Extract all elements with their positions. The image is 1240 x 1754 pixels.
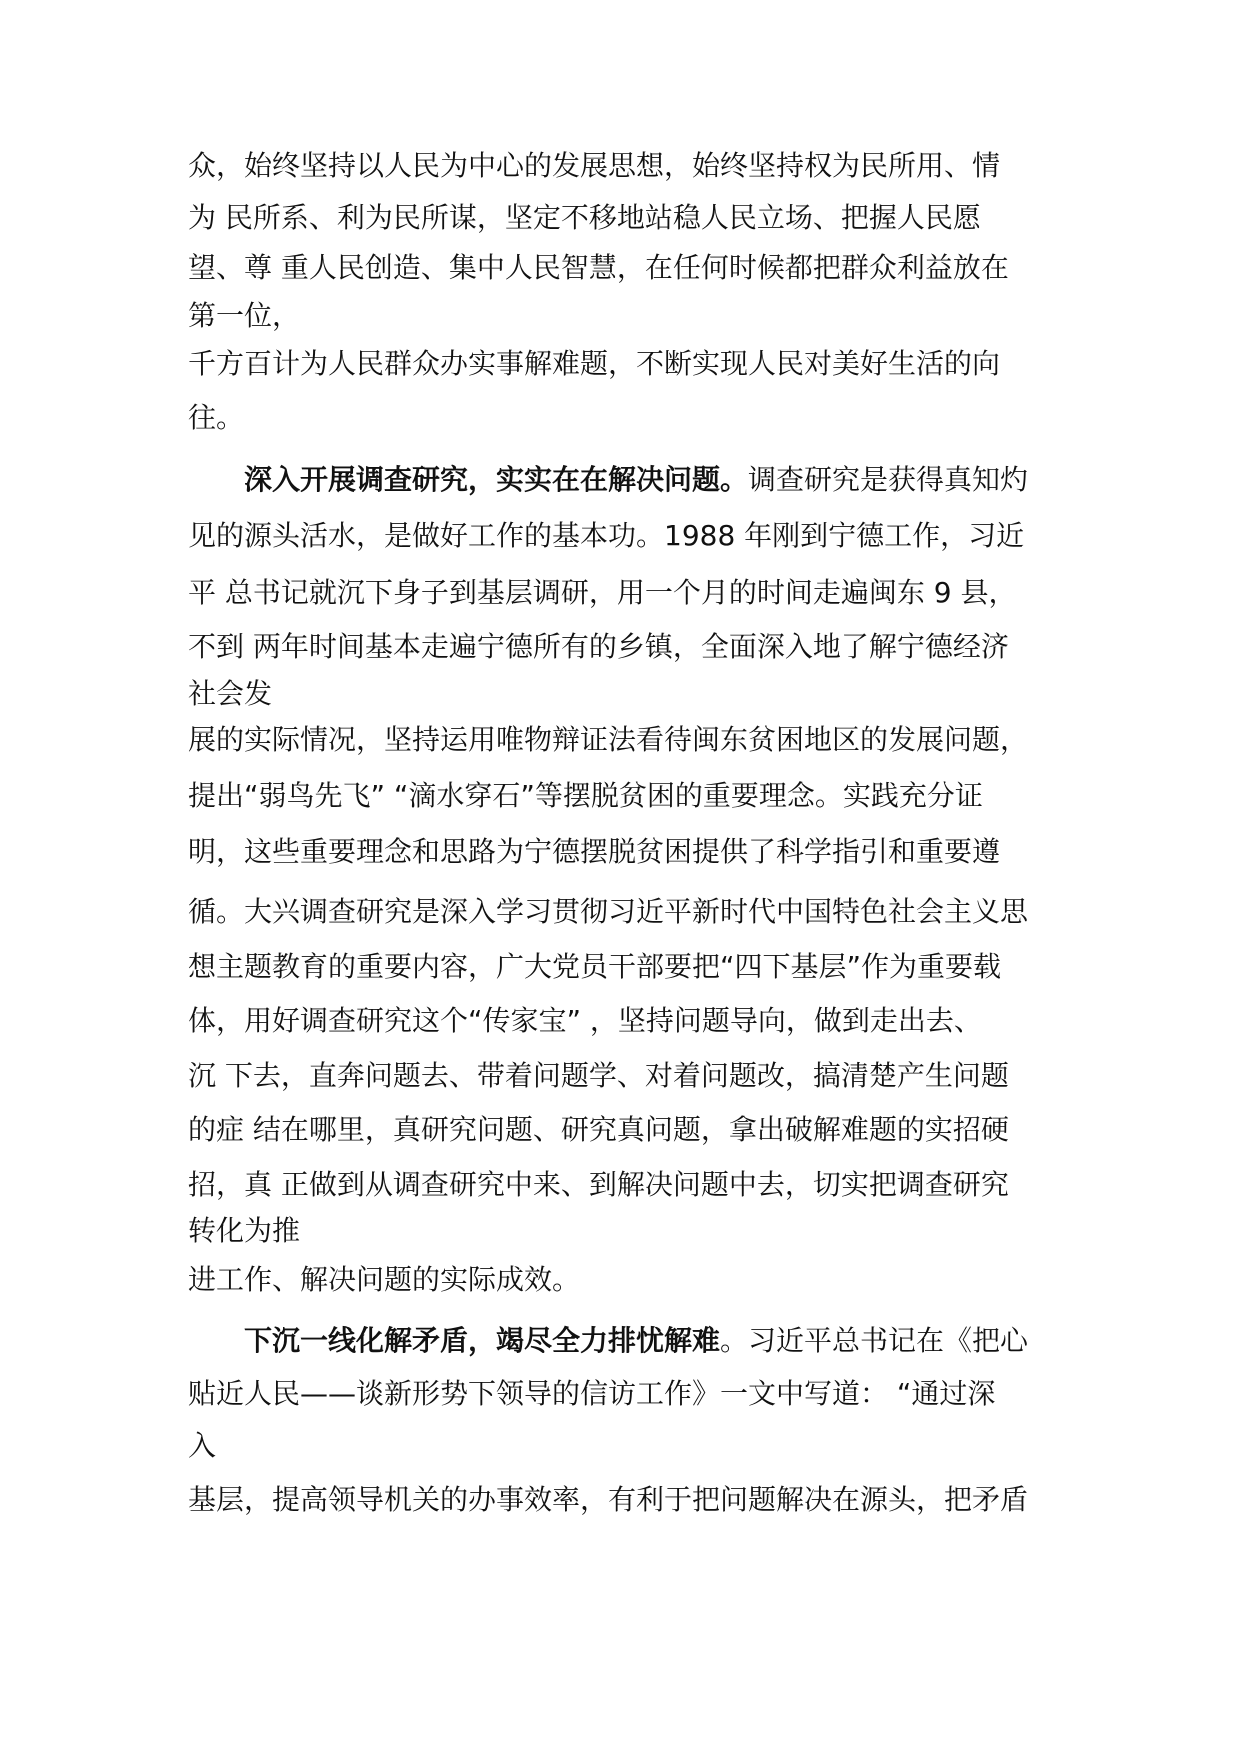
text-line: 体，用好调查研究这个“传家宝” ，坚持问题导向，做到走出去、 — [188, 1004, 982, 1037]
text-line: 沉 下去，直奔问题去、带着问题学、对着问题改，搞清楚产生问题 — [188, 1059, 1009, 1092]
text-line: 见的源头活水，是做好工作的基本功。1988 年刚到宁德工作，习近 — [188, 519, 1025, 552]
text-line: 提出“弱鸟先飞” “滴水穿石”等摆脱贫困的重要理念。实践充分证 — [188, 779, 983, 812]
text-line: 转化为推 — [188, 1214, 301, 1247]
text-span: 调查研究是获得真知灼 — [748, 463, 1029, 496]
section-heading: 深入开展调查研究，实实在在解决问题。 — [244, 463, 749, 496]
text-line: 平 总书记就沉下身子到基层调研，用一个月的时间走遍闽东 9 县， — [188, 576, 1017, 609]
text-line: 入 — [188, 1429, 217, 1462]
text-line: 基层，提高领导机关的办事效率，有利于把问题解决在源头，把矛盾 — [188, 1483, 1029, 1516]
text-line: 往。 — [188, 401, 245, 434]
text-line: 望、尊 重人民创造、集中人民智慧，在任何时候都把群众利益放在 — [188, 251, 1009, 284]
text-line: 第一位， — [188, 299, 301, 332]
text-line: 的症 结在哪里，真研究问题、研究真问题，拿出破解难题的实招硬 — [188, 1113, 1009, 1146]
text-line: 不到 两年时间基本走遍宁德所有的乡镇，全面深入地了解宁德经济 — [188, 630, 1009, 663]
text-line: 展的实际情况，坚持运用唯物辩证法看待闽东贫困地区的发展问题， — [188, 723, 1029, 756]
text-line: 招，真 正做到从调查研究中来、到解决问题中去，切实把调查研究 — [188, 1168, 1009, 1201]
text-line: 进工作、解决问题的实际成效。 — [188, 1263, 581, 1296]
text-line: 社会发 — [188, 677, 273, 710]
text-line: 贴近人民——谈新形势下领导的信访工作》一文中写道： “通过深 — [188, 1377, 996, 1410]
text-line: 想主题教育的重要内容，广大党员干部要把“四下基层”作为重要载 — [188, 950, 1002, 983]
section-heading: 下沉一线化解矛盾，竭尽全力排忧解难 — [244, 1324, 721, 1357]
text-line: 千方百计为人民群众办实事解难题，不断实现人民对美好生活的向 — [188, 347, 1001, 380]
text-line: 明，这些重要理念和思路为宁德摆脱贫困提供了科学指引和重要遵 — [188, 835, 1001, 868]
paragraph-first-line — [244, 1323, 1028, 1359]
paragraph-first-line — [244, 462, 1028, 498]
text-line: 众，始终坚持以人民为中心的发展思想，始终坚持权为民所用、情 — [188, 149, 1001, 182]
text-line: 循。大兴调查研究是深入学习贯彻习近平新时代中国特色社会主义思 — [188, 895, 1029, 928]
text-span: 。习近平总书记在《把心 — [720, 1324, 1029, 1357]
text-line: 为 民所系、利为民所谋，坚定不移地站稳人民立场、把握人民愿 — [188, 201, 981, 234]
